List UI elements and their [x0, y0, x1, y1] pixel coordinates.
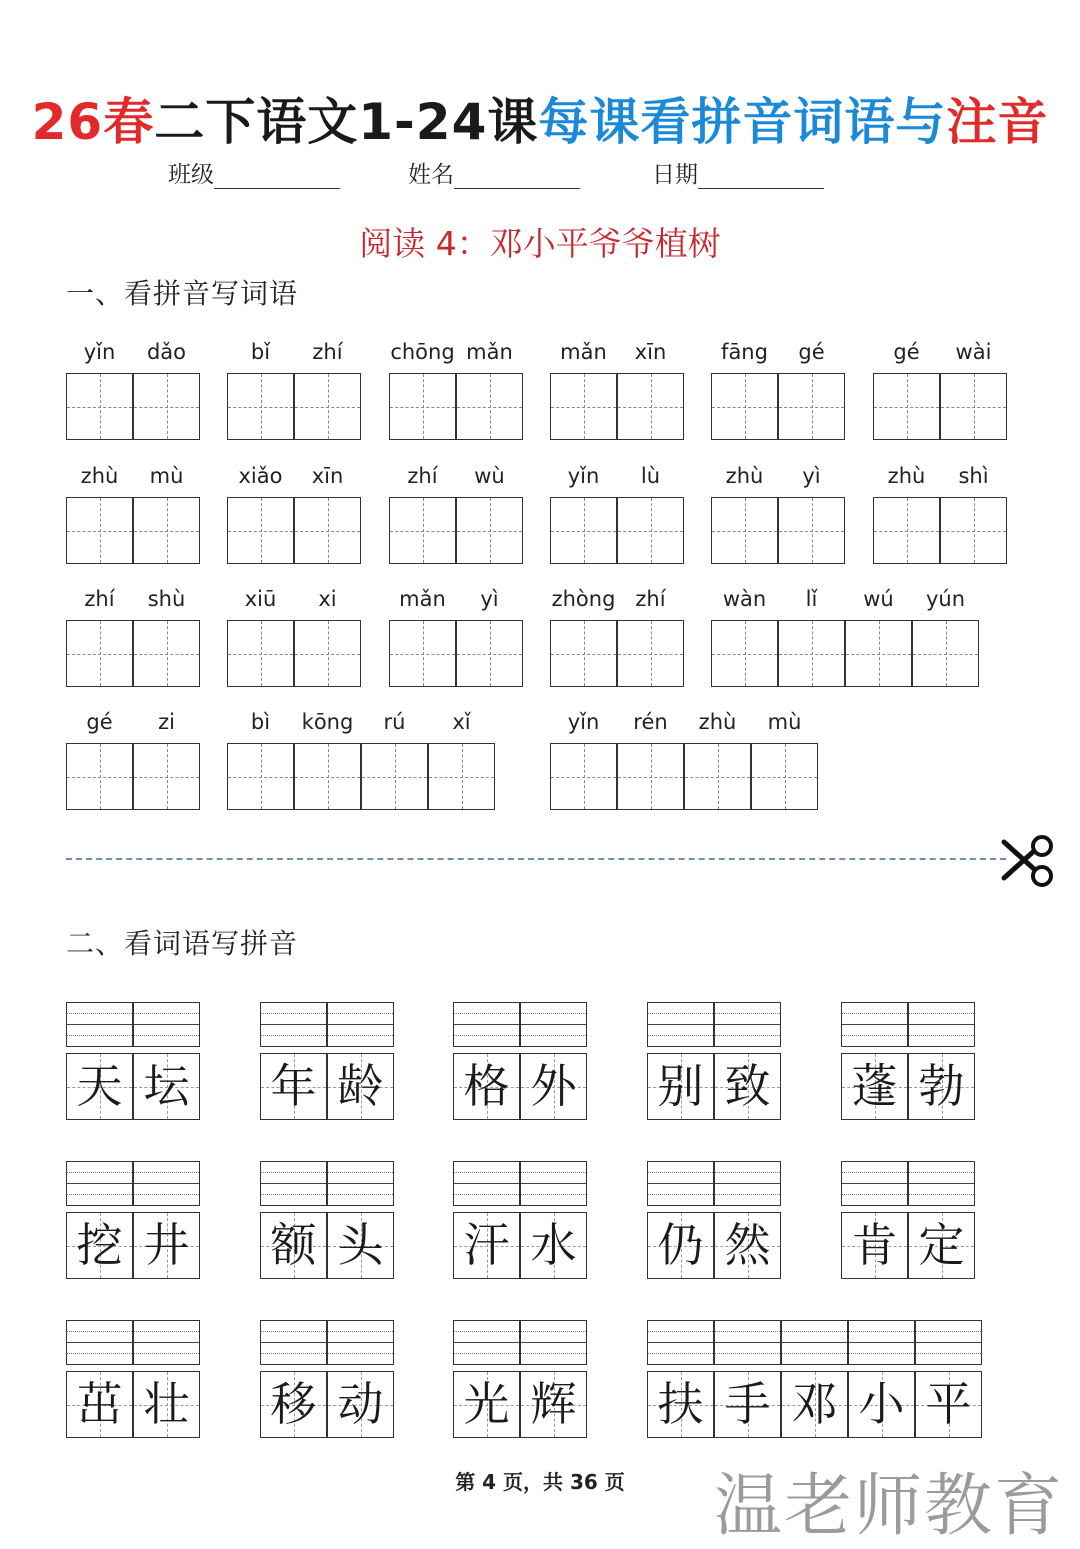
- pinyin-syllable: yì: [802, 464, 821, 488]
- pinyin-guide-line: [328, 1172, 393, 1173]
- pinyin-syllable: zhí: [312, 340, 343, 364]
- pinyin-writing-box[interactable]: [133, 1002, 200, 1047]
- watermark: 温老师教育: [714, 1467, 1065, 1546]
- pinyin-guide-line: [916, 1342, 981, 1343]
- hanzi-box: [915, 1371, 982, 1438]
- pinyin-guide-line: [648, 1172, 713, 1173]
- pinyin-syllable: wàn: [722, 587, 767, 611]
- pinyin-guide-line: [328, 1013, 393, 1014]
- pinyin-guide-line: [521, 1172, 586, 1173]
- pinyin-guide-line: [134, 1183, 199, 1184]
- hanzi-box: [520, 1212, 587, 1279]
- pinyin-syllable: shù: [147, 587, 186, 611]
- hanzi-box: [908, 1053, 975, 1120]
- pinyin-writing-box[interactable]: [133, 1320, 200, 1365]
- pinyin-writing-box[interactable]: [908, 1161, 975, 1206]
- hanzi-character: 年: [270, 1059, 317, 1113]
- page-footer: 第 4 页，共 36 页: [455, 1470, 625, 1494]
- writing-box[interactable]: [361, 743, 428, 810]
- pinyin-writing-box[interactable]: [714, 1320, 781, 1365]
- pinyin-guide-line: [782, 1342, 847, 1343]
- cut-line: [66, 858, 1006, 860]
- hanzi-box: [841, 1053, 908, 1120]
- pinyin-syllable: xi: [318, 587, 337, 611]
- pinyin-syllable: yǐn: [567, 710, 600, 734]
- pinyin-guide-line: [261, 1353, 326, 1354]
- pinyin-writing-box[interactable]: [647, 1320, 714, 1365]
- writing-box[interactable]: [550, 373, 617, 440]
- hanzi-character: 坛: [143, 1059, 190, 1113]
- pinyin-guide-line: [261, 1013, 326, 1014]
- pinyin-guide-line: [909, 1194, 974, 1195]
- hanzi-box: [453, 1212, 520, 1279]
- hanzi-character: 手: [724, 1377, 771, 1431]
- pinyin-guide-line: [715, 1013, 780, 1014]
- pinyin-guide-line: [134, 1353, 199, 1354]
- pinyin-writing-box[interactable]: [327, 1320, 394, 1365]
- writing-box[interactable]: [456, 620, 523, 687]
- section1-heading: 一、看拼音写词语: [66, 277, 299, 310]
- pinyin-writing-box[interactable]: [66, 1002, 133, 1047]
- pinyin-writing-box[interactable]: [841, 1002, 908, 1047]
- hanzi-box: [260, 1053, 327, 1120]
- pinyin-writing-box[interactable]: [908, 1002, 975, 1047]
- pinyin-guide-line: [67, 1172, 132, 1173]
- hanzi-character: 光: [463, 1377, 510, 1431]
- hanzi-character: 外: [530, 1059, 577, 1113]
- writing-box[interactable]: [751, 743, 818, 810]
- writing-box[interactable]: [133, 620, 200, 687]
- hanzi-character: 茁: [76, 1377, 123, 1431]
- pinyin-syllable: zhí: [635, 587, 666, 611]
- pinyin-syllable: mù: [767, 710, 802, 734]
- hanzi-box: [66, 1053, 133, 1120]
- pinyin-syllable: rú: [383, 710, 406, 734]
- pinyin-syllable: zhù: [80, 464, 119, 488]
- pinyin-guide-line: [454, 1342, 519, 1343]
- pinyin-guide-line: [261, 1194, 326, 1195]
- hanzi-character: 水: [530, 1218, 577, 1272]
- pinyin-guide-line: [454, 1331, 519, 1332]
- hanzi-character: 平: [925, 1377, 972, 1431]
- hanzi-character: 扶: [657, 1377, 704, 1431]
- pinyin-guide-line: [521, 1024, 586, 1025]
- pinyin-syllable: zhòng: [551, 587, 616, 611]
- title-part1: 26春: [31, 93, 155, 151]
- pinyin-guide-line: [328, 1194, 393, 1195]
- pinyin-guide-line: [454, 1024, 519, 1025]
- hanzi-box: [133, 1053, 200, 1120]
- hanzi-character: 天: [76, 1059, 123, 1113]
- writing-box[interactable]: [133, 373, 200, 440]
- pinyin-writing-box[interactable]: [781, 1320, 848, 1365]
- pinyin-syllable: chōng: [390, 340, 455, 364]
- writing-box[interactable]: [294, 497, 361, 564]
- pinyin-syllable: gé: [798, 340, 825, 364]
- hanzi-box: [781, 1371, 848, 1438]
- writing-box[interactable]: [550, 497, 617, 564]
- writing-box[interactable]: [294, 620, 361, 687]
- pinyin-guide-line: [916, 1331, 981, 1332]
- writing-box[interactable]: [294, 373, 361, 440]
- pinyin-guide-line: [67, 1194, 132, 1195]
- hanzi-box: [66, 1371, 133, 1438]
- date-field: [652, 156, 824, 189]
- pinyin-guide-line: [454, 1353, 519, 1354]
- pinyin-syllable: xiǎo: [238, 464, 283, 488]
- title-part4: 注音: [946, 93, 1049, 151]
- pinyin-guide-line: [328, 1353, 393, 1354]
- pinyin-guide-line: [521, 1013, 586, 1014]
- writing-box[interactable]: [778, 620, 845, 687]
- pinyin-writing-box[interactable]: [841, 1161, 908, 1206]
- pinyin-guide-line: [648, 1024, 713, 1025]
- pinyin-guide-line: [842, 1194, 907, 1195]
- pinyin-writing-box[interactable]: [66, 1320, 133, 1365]
- pinyin-guide-line: [521, 1035, 586, 1036]
- hanzi-character: 致: [724, 1059, 771, 1113]
- pinyin-guide-line: [849, 1342, 914, 1343]
- writing-box[interactable]: [66, 743, 133, 810]
- hanzi-box: [520, 1371, 587, 1438]
- pinyin-guide-line: [134, 1013, 199, 1014]
- writing-box[interactable]: [456, 497, 523, 564]
- writing-box[interactable]: [66, 373, 133, 440]
- pinyin-guide-line: [916, 1353, 981, 1354]
- hanzi-character: 头: [337, 1218, 384, 1272]
- writing-box[interactable]: [456, 373, 523, 440]
- writing-box[interactable]: [227, 620, 294, 687]
- hanzi-box: [848, 1371, 915, 1438]
- class-field: [168, 156, 340, 189]
- pinyin-guide-line: [909, 1013, 974, 1014]
- hanzi-character: 辉: [530, 1377, 577, 1431]
- writing-box[interactable]: [778, 497, 845, 564]
- pinyin-syllable: dǎo: [146, 340, 187, 364]
- writing-box[interactable]: [873, 373, 940, 440]
- hanzi-box: [647, 1212, 714, 1279]
- hanzi-character: 定: [918, 1218, 965, 1272]
- pinyin-guide-line: [328, 1024, 393, 1025]
- pinyin-guide-line: [67, 1183, 132, 1184]
- pinyin-guide-line: [67, 1342, 132, 1343]
- pinyin-writing-box[interactable]: [327, 1161, 394, 1206]
- writing-box[interactable]: [227, 373, 294, 440]
- pinyin-guide-line: [67, 1024, 132, 1025]
- pinyin-syllable: mǎn: [399, 587, 446, 611]
- pinyin-writing-box[interactable]: [714, 1002, 781, 1047]
- pinyin-syllable: zhù: [725, 464, 764, 488]
- pinyin-syllable: xǐ: [452, 710, 471, 734]
- pinyin-syllable: shì: [958, 464, 989, 488]
- writing-box[interactable]: [227, 743, 294, 810]
- pinyin-writing-box[interactable]: [520, 1320, 587, 1365]
- writing-box[interactable]: [66, 620, 133, 687]
- name-label: 姓名: [408, 162, 454, 188]
- pinyin-guide-line: [849, 1331, 914, 1332]
- hanzi-character: 挖: [76, 1218, 123, 1272]
- hanzi-box: [714, 1371, 781, 1438]
- hanzi-character: 龄: [337, 1059, 384, 1113]
- hanzi-box: [453, 1371, 520, 1438]
- pinyin-guide-line: [521, 1183, 586, 1184]
- writing-box[interactable]: [711, 620, 778, 687]
- hanzi-character: 肯: [851, 1218, 898, 1272]
- lesson-title: 阅读 4：邓小平爷爷植树: [359, 224, 721, 263]
- hanzi-box: [327, 1371, 394, 1438]
- pinyin-guide-line: [134, 1024, 199, 1025]
- pinyin-guide-line: [454, 1194, 519, 1195]
- pinyin-syllable: gé: [86, 710, 113, 734]
- pinyin-writing-box[interactable]: [260, 1002, 327, 1047]
- pinyin-guide-line: [134, 1035, 199, 1036]
- pinyin-syllable: zi: [158, 710, 175, 734]
- pinyin-guide-line: [328, 1035, 393, 1036]
- scissors-icon: [994, 830, 1056, 892]
- hanzi-character: 壮: [143, 1377, 190, 1431]
- pinyin-guide-line: [715, 1172, 780, 1173]
- pinyin-syllable: fāng: [721, 340, 768, 364]
- pinyin-guide-line: [454, 1013, 519, 1014]
- writing-box[interactable]: [617, 373, 684, 440]
- pinyin-guide-line: [782, 1331, 847, 1332]
- hanzi-box: [327, 1212, 394, 1279]
- writing-box[interactable]: [778, 373, 845, 440]
- hanzi-box: [714, 1212, 781, 1279]
- pinyin-guide-line: [842, 1024, 907, 1025]
- hanzi-character: 小: [858, 1377, 905, 1431]
- pinyin-guide-line: [261, 1035, 326, 1036]
- pinyin-guide-line: [261, 1342, 326, 1343]
- pinyin-syllable: gé: [893, 340, 920, 364]
- class-input-line[interactable]: [214, 164, 340, 189]
- writing-box[interactable]: [550, 743, 617, 810]
- pinyin-guide-line: [782, 1353, 847, 1354]
- pinyin-writing-box[interactable]: [647, 1161, 714, 1206]
- hanzi-box: [520, 1053, 587, 1120]
- pinyin-writing-box[interactable]: [66, 1161, 133, 1206]
- hanzi-box: [133, 1371, 200, 1438]
- pinyin-writing-box[interactable]: [453, 1161, 520, 1206]
- pinyin-guide-line: [842, 1172, 907, 1173]
- pinyin-guide-line: [261, 1172, 326, 1173]
- pinyin-writing-box[interactable]: [714, 1161, 781, 1206]
- writing-box[interactable]: [711, 497, 778, 564]
- pinyin-guide-line: [134, 1194, 199, 1195]
- pinyin-guide-line: [715, 1342, 780, 1343]
- pinyin-guide-line: [67, 1013, 132, 1014]
- hanzi-character: 然: [724, 1218, 771, 1272]
- hanzi-box: [647, 1053, 714, 1120]
- page-title: [0, 82, 1080, 154]
- hanzi-character: 移: [270, 1377, 317, 1431]
- writing-box[interactable]: [133, 497, 200, 564]
- pinyin-guide-line: [648, 1183, 713, 1184]
- pinyin-syllable: mǎn: [466, 340, 513, 364]
- hanzi-character: 仍: [657, 1218, 704, 1272]
- pinyin-guide-line: [454, 1035, 519, 1036]
- title-part3: 每课看拼音词语与: [538, 93, 947, 151]
- pinyin-writing-box[interactable]: [453, 1002, 520, 1047]
- pinyin-guide-line: [328, 1331, 393, 1332]
- pinyin-syllable: zhí: [407, 464, 438, 488]
- pinyin-guide-line: [648, 1035, 713, 1036]
- hanzi-character: 勃: [918, 1059, 965, 1113]
- pinyin-syllable: wài: [955, 340, 992, 364]
- pinyin-syllable: rén: [633, 710, 668, 734]
- hanzi-box: [841, 1212, 908, 1279]
- pinyin-syllable: yǐn: [83, 340, 116, 364]
- pinyin-guide-line: [909, 1172, 974, 1173]
- class-label: 班级: [168, 162, 214, 188]
- writing-box[interactable]: [66, 497, 133, 564]
- writing-box[interactable]: [428, 743, 495, 810]
- pinyin-syllable: xiū: [244, 587, 277, 611]
- writing-box[interactable]: [684, 743, 751, 810]
- writing-box[interactable]: [294, 743, 361, 810]
- pinyin-guide-line: [67, 1035, 132, 1036]
- pinyin-syllable: wù: [474, 464, 505, 488]
- pinyin-syllable: bǐ: [250, 340, 271, 364]
- writing-box[interactable]: [550, 620, 617, 687]
- pinyin-syllable: mǎn: [560, 340, 607, 364]
- pinyin-guide-line: [521, 1194, 586, 1195]
- pinyin-guide-line: [715, 1194, 780, 1195]
- pinyin-guide-line: [909, 1024, 974, 1025]
- pinyin-syllable: yǐn: [567, 464, 600, 488]
- pinyin-guide-line: [715, 1183, 780, 1184]
- pinyin-guide-line: [521, 1353, 586, 1354]
- writing-box[interactable]: [389, 620, 456, 687]
- writing-box[interactable]: [617, 620, 684, 687]
- pinyin-guide-line: [521, 1331, 586, 1332]
- pinyin-syllable: zhù: [887, 464, 926, 488]
- pinyin-writing-box[interactable]: [453, 1320, 520, 1365]
- writing-box[interactable]: [617, 497, 684, 564]
- writing-box[interactable]: [711, 373, 778, 440]
- hanzi-character: 井: [143, 1218, 190, 1272]
- pinyin-guide-line: [261, 1183, 326, 1184]
- pinyin-guide-line: [715, 1024, 780, 1025]
- pinyin-guide-line: [842, 1183, 907, 1184]
- hanzi-character: 格: [463, 1059, 510, 1113]
- pinyin-syllable: wú: [863, 587, 894, 611]
- pinyin-syllable: mù: [149, 464, 184, 488]
- writing-box[interactable]: [873, 497, 940, 564]
- pinyin-guide-line: [715, 1353, 780, 1354]
- pinyin-guide-line: [648, 1353, 713, 1354]
- pinyin-syllable: bì: [250, 710, 271, 734]
- writing-box[interactable]: [227, 497, 294, 564]
- pinyin-guide-line: [648, 1342, 713, 1343]
- hanzi-character: 蓬: [851, 1059, 898, 1113]
- pinyin-guide-line: [648, 1331, 713, 1332]
- pinyin-writing-box[interactable]: [520, 1161, 587, 1206]
- writing-box[interactable]: [389, 497, 456, 564]
- pinyin-writing-box[interactable]: [520, 1002, 587, 1047]
- pinyin-syllable: zhù: [698, 710, 737, 734]
- hanzi-character: 别: [657, 1059, 704, 1113]
- title-part2: 二下语文1-24课: [154, 93, 539, 151]
- name-input-line[interactable]: [454, 164, 580, 189]
- pinyin-syllable: lǐ: [805, 587, 818, 611]
- pinyin-guide-line: [134, 1342, 199, 1343]
- pinyin-guide-line: [715, 1331, 780, 1332]
- pinyin-writing-box[interactable]: [915, 1320, 982, 1365]
- date-label: 日期: [652, 162, 698, 188]
- pinyin-guide-line: [67, 1331, 132, 1332]
- pinyin-syllable: zhí: [84, 587, 115, 611]
- pinyin-guide-line: [521, 1342, 586, 1343]
- hanzi-character: 邓: [791, 1377, 838, 1431]
- pinyin-syllable: xīn: [634, 340, 667, 364]
- pinyin-guide-line: [134, 1331, 199, 1332]
- pinyin-guide-line: [454, 1172, 519, 1173]
- pinyin-syllable: kōng: [301, 710, 354, 734]
- pinyin-guide-line: [648, 1013, 713, 1014]
- pinyin-guide-line: [134, 1172, 199, 1173]
- pinyin-writing-box[interactable]: [848, 1320, 915, 1365]
- pinyin-guide-line: [67, 1353, 132, 1354]
- pinyin-guide-line: [715, 1035, 780, 1036]
- pinyin-syllable: yì: [480, 587, 499, 611]
- pinyin-guide-line: [909, 1183, 974, 1184]
- writing-box[interactable]: [617, 743, 684, 810]
- hanzi-box: [133, 1212, 200, 1279]
- writing-box[interactable]: [912, 620, 979, 687]
- pinyin-guide-line: [261, 1024, 326, 1025]
- hanzi-box: [714, 1053, 781, 1120]
- pinyin-syllable: yún: [925, 587, 966, 611]
- hanzi-box: [327, 1053, 394, 1120]
- pinyin-guide-line: [328, 1183, 393, 1184]
- pinyin-guide-line: [261, 1331, 326, 1332]
- name-field: [408, 156, 580, 189]
- hanzi-box: [66, 1212, 133, 1279]
- hanzi-box: [908, 1212, 975, 1279]
- hanzi-character: 汗: [463, 1218, 510, 1272]
- hanzi-box: [647, 1371, 714, 1438]
- pinyin-guide-line: [842, 1013, 907, 1014]
- pinyin-writing-box[interactable]: [260, 1161, 327, 1206]
- section2-heading: 二、看词语写拼音: [66, 927, 299, 960]
- writing-box[interactable]: [133, 743, 200, 810]
- writing-box[interactable]: [389, 373, 456, 440]
- hanzi-box: [453, 1053, 520, 1120]
- pinyin-guide-line: [849, 1353, 914, 1354]
- hanzi-box: [260, 1212, 327, 1279]
- writing-box[interactable]: [940, 373, 1007, 440]
- pinyin-guide-line: [648, 1194, 713, 1195]
- hanzi-box: [260, 1371, 327, 1438]
- pinyin-writing-box[interactable]: [647, 1002, 714, 1047]
- date-input-line[interactable]: [698, 164, 824, 189]
- pinyin-writing-box[interactable]: [133, 1161, 200, 1206]
- writing-box[interactable]: [845, 620, 912, 687]
- hanzi-character: 额: [270, 1218, 317, 1272]
- writing-box[interactable]: [940, 497, 1007, 564]
- pinyin-guide-line: [328, 1342, 393, 1343]
- pinyin-writing-box[interactable]: [260, 1320, 327, 1365]
- pinyin-guide-line: [842, 1035, 907, 1036]
- pinyin-guide-line: [909, 1035, 974, 1036]
- pinyin-syllable: xīn: [311, 464, 344, 488]
- pinyin-guide-line: [454, 1183, 519, 1184]
- hanzi-character: 动: [337, 1377, 384, 1431]
- pinyin-syllable: lù: [640, 464, 661, 488]
- pinyin-writing-box[interactable]: [327, 1002, 394, 1047]
